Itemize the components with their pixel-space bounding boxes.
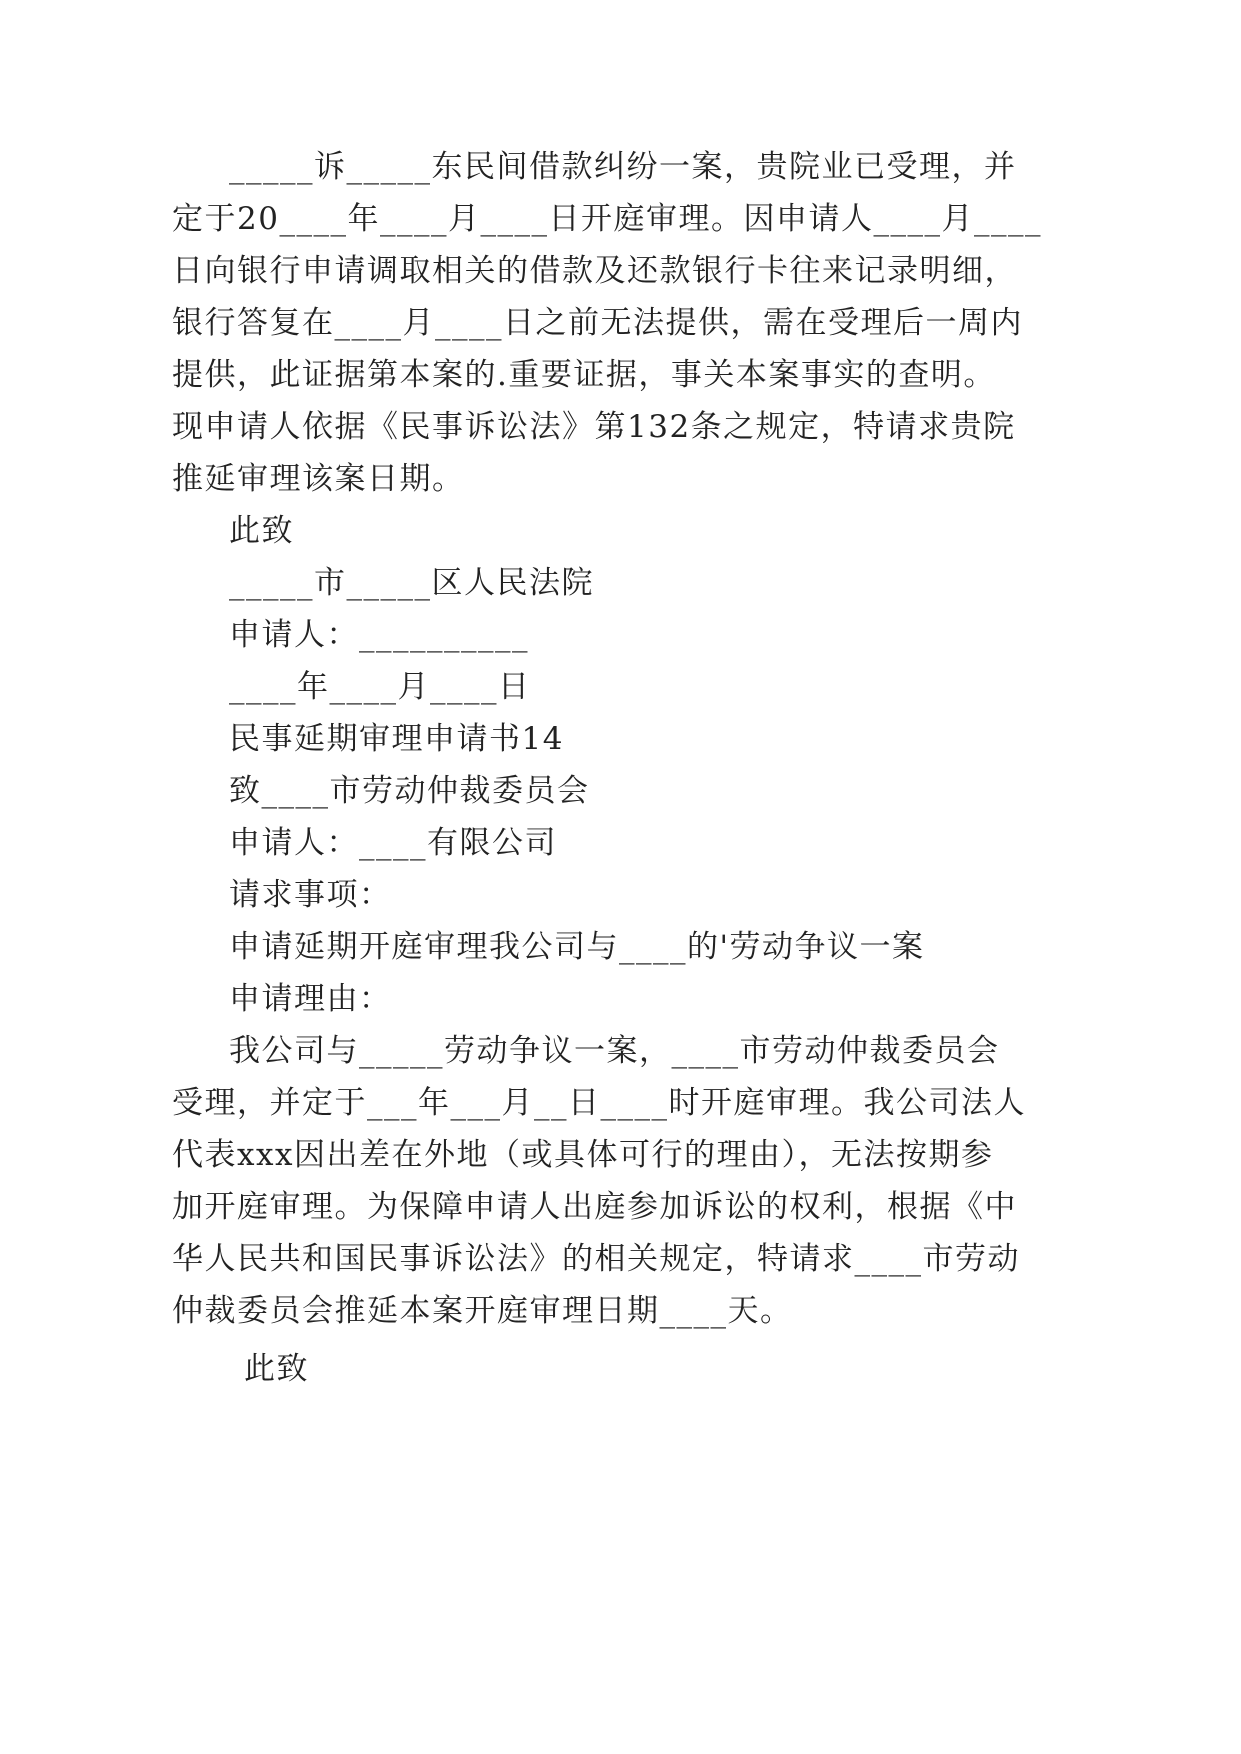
document2-title: 民事延期审理申请书14 bbox=[229, 721, 564, 757]
closing1-applicant: 申请人：__________ bbox=[229, 617, 529, 653]
closing1-date: ____年____月____日 bbox=[229, 669, 531, 705]
reason-line-6: 仲裁委员会推延本案开庭审理日期____天。 bbox=[172, 1293, 793, 1329]
closing1-recipient: _____市_____区人民法院 bbox=[229, 565, 594, 601]
closing1-salutation: 此致 bbox=[229, 513, 294, 549]
paragraph1-line-6: 现申请人依据《民事诉讼法》第132条之规定，特请求贵院 bbox=[172, 409, 1016, 445]
request-body: 申请延期开庭审理我公司与____的'劳动争议一案 bbox=[229, 929, 925, 965]
document2-applicant: 申请人：____有限公司 bbox=[229, 825, 557, 861]
request-heading: 请求事项： bbox=[229, 877, 392, 913]
reason-line-5: 华人民共和国民事诉讼法》的相关规定，特请求____市劳动 bbox=[172, 1241, 1020, 1277]
document2-addressee: 致____市劳动仲裁委员会 bbox=[229, 773, 590, 809]
reason-line-1: 我公司与_____劳动争议一案，____市劳动仲裁委员会 bbox=[229, 1033, 1000, 1069]
document2-salutation: 此致 bbox=[244, 1351, 309, 1387]
paragraph1-line-5: 提供，此证据第本案的.重要证据，事关本案事实的查明。 bbox=[172, 357, 996, 393]
paragraph1-line-2: 定于20____年____月____日开庭审理。因申请人____月____ bbox=[172, 201, 1042, 237]
paragraph1-line-1: _____诉_____东民间借款纠纷一案，贵院业已受理，并 bbox=[229, 149, 1017, 185]
reason-line-2: 受理，并定于___年___月__日____时开庭审理。我公司法人 bbox=[172, 1085, 1026, 1121]
paragraph1-line-3: 日向银行申请调取相关的借款及还款银行卡往来记录明细， bbox=[172, 253, 1017, 289]
reason-line-4: 加开庭审理。为保障申请人出庭参加诉讼的权利，根据《中 bbox=[172, 1189, 1017, 1225]
paragraph1-line-4: 银行答复在____月____日之前无法提供，需在受理后一周内 bbox=[172, 305, 1023, 341]
reason-heading: 申请理由： bbox=[229, 981, 392, 1017]
paragraph1-line-7: 推延审理该案日期。 bbox=[172, 461, 465, 497]
reason-line-3: 代表xxx因出差在外地（或具体可行的理由），无法按期参 bbox=[172, 1137, 994, 1173]
